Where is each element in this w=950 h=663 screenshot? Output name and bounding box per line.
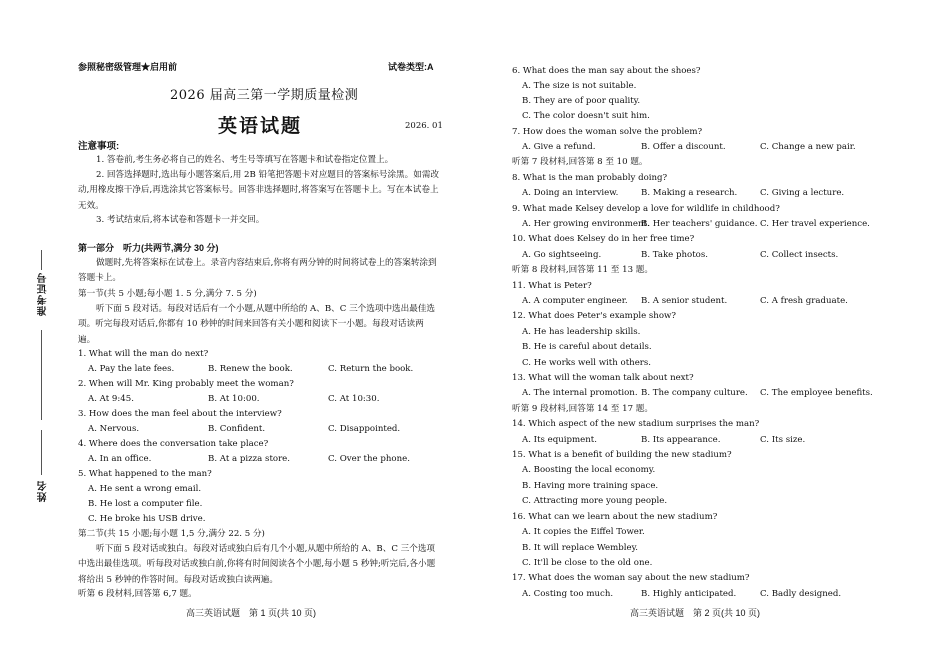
q13-option-b: B. The company culture. (641, 388, 748, 398)
q8-option-b: B. Making a research. (641, 188, 738, 198)
q2-option-c: C. At 10:30. (328, 394, 380, 404)
question-1: 1. What will the man do next? (78, 349, 209, 359)
ticket-number-label: 准考证号 (38, 272, 49, 316)
note-3: 3. 考试结束后,将本试卷和答题卡一并交回。 (96, 215, 265, 225)
q8-option-a: A. Doing an interview. (522, 188, 619, 198)
q4-option-c: C. Over the phone. (328, 454, 410, 464)
q7-option-c: C. Change a new pair. (760, 142, 856, 152)
note-2: 2. 回答选择题时,选出每小题答案后,用 2B 铅笔把答题卡对应题目的答案标号涂黑。如需改动,用橡皮擦干净后,再选涂其它答案标号。回答非选择题时,将答案写在答题卡上。写在本试卷上无效。 (78, 170, 440, 211)
q12-option-b: B. He is careful about details. (522, 342, 652, 352)
question-4: 4. Where does the conversation take place? (78, 439, 269, 449)
exam-date: 2026. 01 (405, 121, 443, 131)
paper-type: 试卷类型:A (388, 62, 434, 72)
q12-option-c: C. He works well with others. (522, 358, 652, 368)
footer-left: 高三英语试题 第 1 页(共 10 页) (186, 608, 317, 618)
note-1: 1. 答卷前,考生务必将自己的姓名、考生号等填写在答题卡和试卷指定位置上。 (96, 155, 394, 165)
question-7: 7. How does the woman solve the problem? (512, 127, 703, 137)
q15-option-a: A. Boosting the local economy. (522, 465, 656, 475)
q6-option-c: C. The color doesn't suit him. (522, 111, 650, 121)
material-8: 听第 8 段材料,回答第 11 至 13 题。 (512, 265, 653, 275)
question-10: 10. What does Kelsey do in her free time? (512, 234, 695, 244)
q9-option-c: C. Her travel experience. (760, 219, 870, 229)
q5-option-c: C. He broke his USB drive. (88, 514, 206, 524)
question-15: 15. What is a benefit of building the new stadium? (512, 450, 732, 460)
question-16: 16. What can we learn about the new stadium? (512, 512, 718, 522)
q17-option-c: C. Badly designed. (760, 589, 842, 599)
question-8: 8. What is the man probably doing? (512, 173, 668, 183)
q11-option-b: B. A senior student. (641, 296, 728, 306)
subject-title: 英语试题 (218, 115, 303, 137)
part1-intro: 做题时,先将答案标在试卷上。录音内容结束后,你将有两分钟的时间将试卷上的答案转涂到答题卡上。 (78, 258, 437, 284)
material-9: 听第 9 段材料,回答第 14 至 17 题。 (512, 404, 653, 414)
q16-option-a: A. It copies the Eiffel Tower. (522, 527, 645, 537)
q14-option-c: C. Its size. (760, 435, 806, 445)
section1-heading: 第一节(共 5 小题;每小题 1. 5 分,满分 7. 5 分) (78, 289, 257, 299)
section2-intro: 听下面 5 段对话或独白。每段对话或独白后有几个小题,从题中所给的 A、B、C 三个选项中选出最佳选项。听每段对话或独白前,你将有时间阅读各个小题,每小题 5 秒钟;听完后,各小题将给出 5 秒钟的作答时间。每段对话或独白读两遍。 (78, 544, 436, 585)
material-7: 听第 7 段材料,回答第 8 至 10 题。 (512, 157, 648, 167)
question-9: 9. What made Kelsey develop a love for wildlife in childhood? (512, 204, 780, 214)
q11-option-a: A. A computer engineer. (522, 296, 628, 306)
footer-right: 高三英语试题 第 2 页(共 10 页) (630, 608, 761, 618)
q3-option-a: A. Nervous. (88, 424, 140, 434)
name-label: 姓名 (38, 480, 49, 502)
ticket-line (41, 250, 42, 270)
q12-option-a: A. He has leadership skills. (522, 327, 641, 337)
question-5: 5. What happened to the man? (78, 469, 212, 479)
q3-option-b: B. Confident. (208, 424, 266, 434)
q3-option-c: C. Disappointed. (328, 424, 401, 434)
question-13: 13. What will the woman talk about next? (512, 373, 694, 383)
q7-option-a: A. Give a refund. (522, 142, 596, 152)
q10-option-a: A. Go sightseeing. (522, 250, 602, 260)
sidebar-name (30, 430, 54, 540)
q15-option-b: B. Having more training space. (522, 481, 659, 491)
q7-option-b: B. Offer a discount. (641, 142, 726, 152)
part1-heading: 第一部分 听力(共两节,满分 30 分) (78, 243, 219, 253)
q16-option-c: C. It'll be close to the old one. (522, 558, 653, 568)
question-3: 3. How does the man feel about the interview? (78, 409, 282, 419)
q14-option-a: A. Its equipment. (522, 435, 597, 445)
q2-option-b: B. At 10:00. (208, 394, 260, 404)
material-6-7: 听第 6 段材料,回答第 6,7 题。 (78, 589, 197, 599)
ticket-line-lower (41, 330, 42, 420)
q10-option-b: B. Take photos. (641, 250, 708, 260)
q5-option-a: A. He sent a wrong email. (88, 484, 202, 494)
q1-option-c: C. Return the book. (328, 364, 414, 374)
section2-heading: 第二节(共 15 小题;每小题 1,5 分,满分 22. 5 分) (78, 529, 265, 539)
q16-option-b: B. It will replace Wembley. (522, 543, 639, 553)
q8-option-c: C. Giving a lecture. (760, 188, 845, 198)
q11-option-c: C. A fresh graduate. (760, 296, 848, 306)
q2-option-a: A. At 9:45. (88, 394, 134, 404)
question-14: 14. Which aspect of the new stadium surprises the man? (512, 419, 760, 429)
question-17: 17. What does the woman say about the new stadium? (512, 573, 750, 583)
q17-option-b: B. Highly anticipated. (641, 589, 737, 599)
notes-heading: 注意事项: (78, 141, 120, 152)
q6-option-a: A. The size is not suitable. (522, 81, 637, 91)
q10-option-c: C. Collect insects. (760, 250, 839, 260)
q1-option-b: B. Renew the book. (208, 364, 293, 374)
q5-option-b: B. He lost a computer file. (88, 499, 203, 509)
q4-option-b: B. At a pizza store. (208, 454, 290, 464)
q13-option-c: C. The employee benefits. (760, 388, 873, 398)
q17-option-a: A. Costing too much. (522, 589, 614, 599)
q13-option-a: A. The internal promotion. (522, 388, 638, 398)
name-line (41, 430, 42, 475)
q9-option-a: A. Her growing environment. (522, 219, 650, 229)
q1-option-a: A. Pay the late fees. (88, 364, 175, 374)
exam-title: 2026 届高三第一学期质量检测 (170, 88, 359, 103)
section1-intro: 听下面 5 段对话。每段对话后有一个小题,从题中所给的 A、B、C 三个选项中选出最佳选项。听完每段对话后,你都有 10 秒钟的时间来回答有关小题和阅读下一小题。每段对话读两遍。 (78, 304, 436, 345)
question-11: 11. What is Peter? (512, 281, 592, 291)
sidebar-ticket (30, 250, 54, 420)
question-6: 6. What does the man say about the shoes? (512, 66, 701, 76)
q14-option-b: B. Its appearance. (641, 435, 721, 445)
q4-option-a: A. In an office. (88, 454, 152, 464)
q15-option-c: C. Attracting more young people. (522, 496, 668, 506)
question-12: 12. What does Peter's example show? (512, 311, 676, 321)
q9-option-b: B. Her teachers' guidance. (641, 219, 758, 229)
q6-option-b: B. They are of poor quality. (522, 96, 641, 106)
question-2: 2. When will Mr. King probably meet the woman? (78, 379, 294, 389)
secrecy-label: 参照秘密级管理★启用前 (78, 62, 178, 72)
